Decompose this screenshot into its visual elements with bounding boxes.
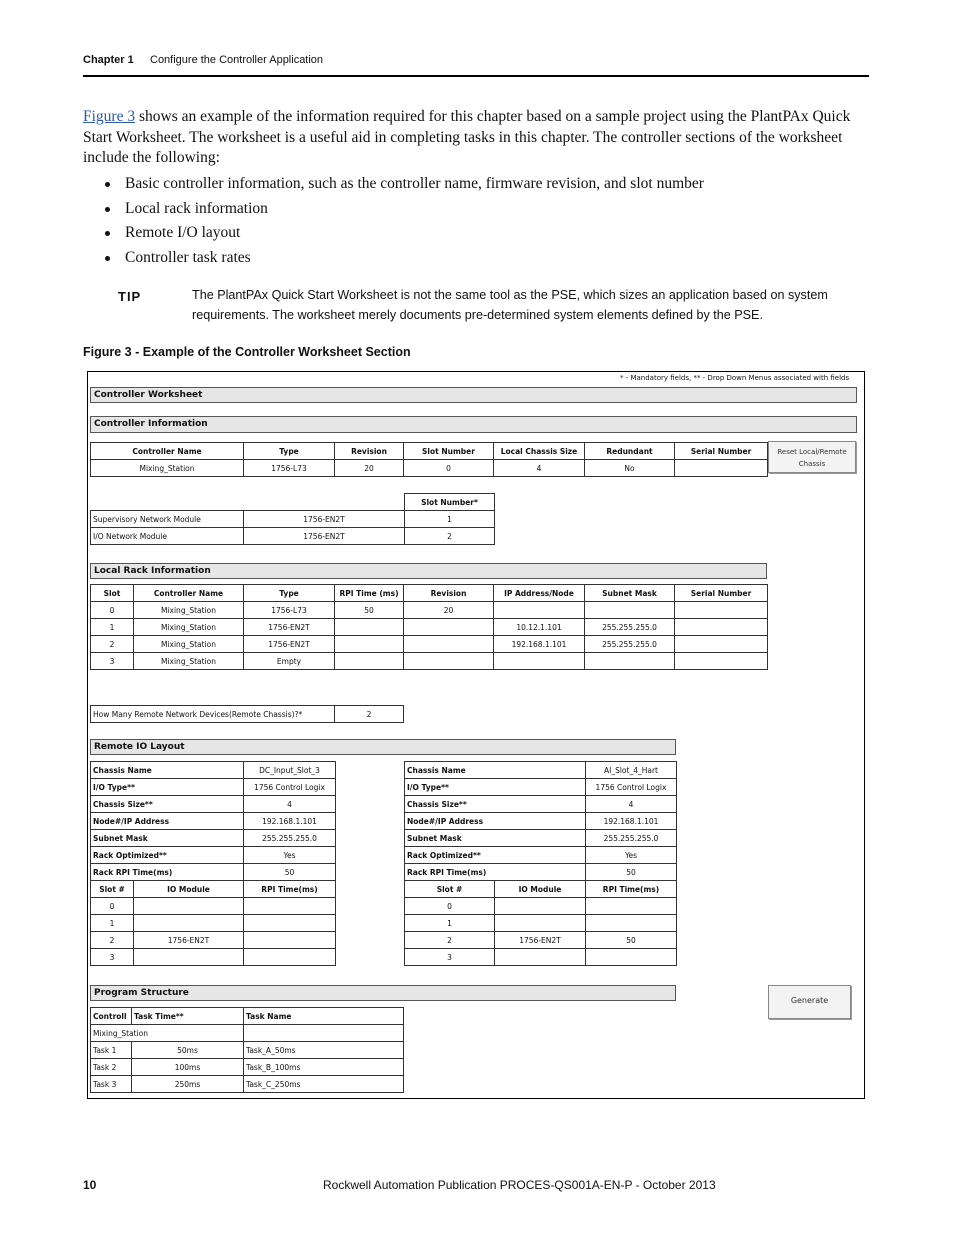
col-header: Local Chassis Size	[494, 443, 585, 460]
program-structure-band: Program Structure	[90, 985, 676, 1001]
cell[interactable]: No	[585, 460, 675, 477]
prop-value[interactable]: 50	[586, 864, 677, 881]
cell[interactable]: 0	[404, 460, 494, 477]
col-header: Serial Number	[675, 585, 768, 602]
cell[interactable]: Mixing_Station	[134, 636, 244, 653]
local-rack-band: Local Rack Information	[90, 563, 767, 579]
prop-value[interactable]: AI_Slot_4_Hart	[586, 762, 677, 779]
header-rule	[83, 75, 869, 77]
prop-value[interactable]: 1756 Control Logix	[586, 779, 677, 796]
prop-value[interactable]: DC_Input_Slot_3	[244, 762, 336, 779]
network-module-table	[90, 493, 495, 545]
prop-value[interactable]: 50	[244, 864, 336, 881]
col-header: Revision	[335, 443, 404, 460]
cell[interactable]	[586, 915, 677, 932]
remote-count-table	[90, 705, 404, 723]
cell[interactable]	[586, 898, 677, 915]
cell[interactable]	[586, 949, 677, 966]
cell: 0	[405, 898, 495, 915]
cell[interactable]: 250ms	[132, 1076, 244, 1093]
prop-label: Rack RPI Time(ms)	[91, 864, 244, 881]
col-header: Controll	[91, 1008, 132, 1025]
cell[interactable]: 20	[404, 602, 494, 619]
intro-text: shows an example of the information required for this chapter based on a sample project using the PlantPAx Quick Start Worksheet. The worksheet is a useful aid in completing tasks in this chapter. The controller sections of the worksheet include the following:	[83, 108, 851, 166]
prop-value[interactable]: Yes	[586, 847, 677, 864]
col-header: Slot	[91, 585, 134, 602]
cell[interactable]	[244, 949, 336, 966]
tip-text: The PlantPAx Quick Start Worksheet is not the same tool as the PSE, which sizes an application based on system requirements. The worksheet merely documents pre-determined system elements defined by the PSE.	[192, 288, 828, 322]
col-header: Slot #	[91, 881, 134, 898]
cell: Task 3	[91, 1076, 132, 1093]
cell[interactable]	[244, 932, 336, 949]
cell[interactable]: Mixing_Station	[134, 602, 244, 619]
cell[interactable]	[494, 653, 585, 670]
cell: 2	[405, 932, 495, 949]
prop-label: Chassis Size**	[405, 796, 586, 813]
cell: 1	[91, 915, 134, 932]
chapter-title: Configure the Controller Application	[150, 54, 324, 66]
tip-label: TIP	[118, 289, 142, 304]
prop-value[interactable]: 4	[586, 796, 677, 813]
cell[interactable]: 50	[335, 602, 404, 619]
generate-button[interactable]: Generate	[768, 985, 851, 1019]
col-header: IP Address/Node	[494, 585, 585, 602]
cell[interactable]: Mixing_Station	[134, 619, 244, 636]
cell[interactable]: 1756-EN2T	[244, 636, 335, 653]
chapter-label: Chapter 1	[83, 54, 134, 66]
cell[interactable]	[675, 653, 768, 670]
cell: 3	[405, 949, 495, 966]
cell[interactable]: 1756-L73	[244, 602, 335, 619]
cell[interactable]: 50	[586, 932, 677, 949]
cell[interactable]: 192.168.1.101	[494, 636, 585, 653]
col-header: Type	[244, 443, 335, 460]
cell[interactable]: 2	[405, 528, 495, 545]
cell[interactable]: Mixing_Station	[91, 460, 244, 477]
prop-value[interactable]: 1756 Control Logix	[244, 779, 336, 796]
cell: 3	[91, 653, 134, 670]
prop-label: I/O Type**	[91, 779, 244, 796]
local-rack-table	[90, 584, 768, 670]
page-number: 10	[83, 1178, 97, 1192]
list-item: Local rack information	[105, 198, 704, 223]
cell[interactable]	[495, 915, 586, 932]
cell[interactable]	[134, 915, 244, 932]
prop-label: Subnet Mask	[405, 830, 586, 847]
remote-count-label: How Many Remote Network Devices(Remote Chassis)?*	[91, 706, 335, 723]
table-row	[91, 1042, 404, 1059]
col-header: Controller Name	[91, 443, 244, 460]
col-header: Serial Number	[675, 443, 768, 460]
figure-link[interactable]: Figure 3	[83, 108, 136, 125]
controller-information-band: Controller Information	[90, 416, 857, 433]
cell[interactable]	[675, 619, 768, 636]
cell[interactable]	[495, 949, 586, 966]
list-item: Basic controller information, such as the controller name, firmware revision, and slot number	[105, 173, 704, 198]
cell[interactable]	[675, 460, 768, 477]
cell[interactable]: 20	[335, 460, 404, 477]
prop-label: Rack RPI Time(ms)	[405, 864, 586, 881]
cell[interactable]: 1756-EN2T	[495, 932, 586, 949]
prop-label: I/O Type**	[405, 779, 586, 796]
cell[interactable]: Task_B_100ms	[244, 1059, 404, 1076]
cell[interactable]	[494, 602, 585, 619]
program-structure-table	[90, 1007, 404, 1093]
cell: 1	[405, 915, 495, 932]
remote-count-input[interactable]: 2	[335, 706, 404, 723]
cell[interactable]	[675, 636, 768, 653]
prop-label: Chassis Name	[405, 762, 586, 779]
prop-label: Rack Optimized**	[91, 847, 244, 864]
cell[interactable]: 1756-EN2T	[244, 528, 405, 545]
cell[interactable]: 100ms	[132, 1059, 244, 1076]
cell[interactable]	[404, 653, 494, 670]
reset-chassis-button[interactable]: Reset Local/Remote Chassis	[768, 441, 856, 473]
cell[interactable]: 1756-L73	[244, 460, 335, 477]
cell[interactable]: Empty	[244, 653, 335, 670]
cell[interactable]	[134, 898, 244, 915]
cell[interactable]	[404, 619, 494, 636]
controller-name-cell[interactable]: Mixing_Station	[91, 1025, 244, 1042]
cell[interactable]	[244, 915, 336, 932]
cell: 0	[91, 898, 134, 915]
cell[interactable]	[585, 602, 675, 619]
remote-chassis-2-table	[404, 761, 677, 966]
cell[interactable]: 10.12.1.101	[494, 619, 585, 636]
cell[interactable]	[404, 636, 494, 653]
col-header: Task Name	[244, 1008, 404, 1025]
cell[interactable]: 255.255.255.0	[585, 636, 675, 653]
cell[interactable]	[585, 653, 675, 670]
cell[interactable]: Task_A_50ms	[244, 1042, 404, 1059]
col-header: RPI Time(ms)	[586, 881, 677, 898]
cell[interactable]	[675, 602, 768, 619]
cell[interactable]: 1	[405, 511, 495, 528]
col-header: Subnet Mask	[585, 585, 675, 602]
cell[interactable]: 255.255.255.0	[585, 619, 675, 636]
cell: 1	[91, 619, 134, 636]
table-row	[91, 636, 768, 653]
col-header: Slot #	[405, 881, 495, 898]
prop-label: Chassis Name	[91, 762, 244, 779]
slot-number-header: Slot Number*	[405, 494, 495, 511]
cell: 2	[91, 636, 134, 653]
cell[interactable]	[495, 898, 586, 915]
figure-caption: Figure 3 - Example of the Controller Worksheet Section	[83, 345, 411, 359]
worksheet-note: * - Mandatory fields, ** - Drop Down Menus associated with fields	[620, 374, 850, 382]
cell: I/O Network Module	[91, 528, 244, 545]
remote-io-band: Remote IO Layout	[90, 739, 676, 755]
col-header: Revision	[404, 585, 494, 602]
prop-value[interactable]: 4	[244, 796, 336, 813]
col-header: IO Module	[134, 881, 244, 898]
prop-label: Node#/IP Address	[405, 813, 586, 830]
col-header: Type	[244, 585, 335, 602]
cell: 3	[91, 949, 134, 966]
list-item: Controller task rates	[105, 247, 704, 272]
cell: Task 2	[91, 1059, 132, 1076]
remote-chassis-1-table	[90, 761, 336, 966]
cell[interactable]: 50ms	[132, 1042, 244, 1059]
col-header: Controller Name	[134, 585, 244, 602]
publication-info: Rockwell Automation Publication PROCES-QS001A-EN-P - October 2013	[323, 1178, 716, 1192]
col-header: Task Time**	[132, 1008, 244, 1025]
cell: 2	[91, 932, 134, 949]
cell: Task 1	[91, 1042, 132, 1059]
table-row	[91, 619, 768, 636]
col-header: IO Module	[495, 881, 586, 898]
col-header: RPI Time (ms)	[335, 585, 404, 602]
cell[interactable]	[244, 898, 336, 915]
cell[interactable]	[335, 636, 404, 653]
prop-label: Rack Optimized**	[405, 847, 586, 864]
table-row	[91, 602, 768, 619]
cell[interactable]: 4	[494, 460, 585, 477]
bullet-list	[105, 173, 704, 271]
cell[interactable]: 1756-EN2T	[244, 511, 405, 528]
cell[interactable]: Task_C_250ms	[244, 1076, 404, 1093]
prop-value[interactable]: Yes	[244, 847, 336, 864]
prop-label: Node#/IP Address	[91, 813, 244, 830]
table-row	[91, 653, 768, 670]
prop-value[interactable]: 255.255.255.0	[586, 830, 677, 847]
list-item: Remote I/O layout	[105, 222, 704, 247]
cell[interactable]: 1756-EN2T	[244, 619, 335, 636]
prop-value[interactable]: 192.168.1.101	[244, 813, 336, 830]
prop-value[interactable]: 192.168.1.101	[586, 813, 677, 830]
worksheet-title-band: Controller Worksheet	[90, 387, 857, 403]
cell[interactable]: Mixing_Station	[134, 653, 244, 670]
cell: Supervisory Network Module	[91, 511, 244, 528]
controller-info-table	[90, 442, 768, 477]
table-row	[91, 1076, 404, 1093]
prop-value[interactable]: 255.255.255.0	[244, 830, 336, 847]
cell[interactable]	[335, 653, 404, 670]
cell[interactable]: 1756-EN2T	[134, 932, 244, 949]
cell[interactable]	[335, 619, 404, 636]
col-header: RPI Time(ms)	[244, 881, 336, 898]
table-row	[91, 1059, 404, 1076]
prop-label: Subnet Mask	[91, 830, 244, 847]
intro-paragraph	[83, 107, 873, 169]
cell: 0	[91, 602, 134, 619]
col-header: Redundant	[585, 443, 675, 460]
prop-label: Chassis Size**	[91, 796, 244, 813]
cell[interactable]	[134, 949, 244, 966]
col-header: Slot Number	[404, 443, 494, 460]
